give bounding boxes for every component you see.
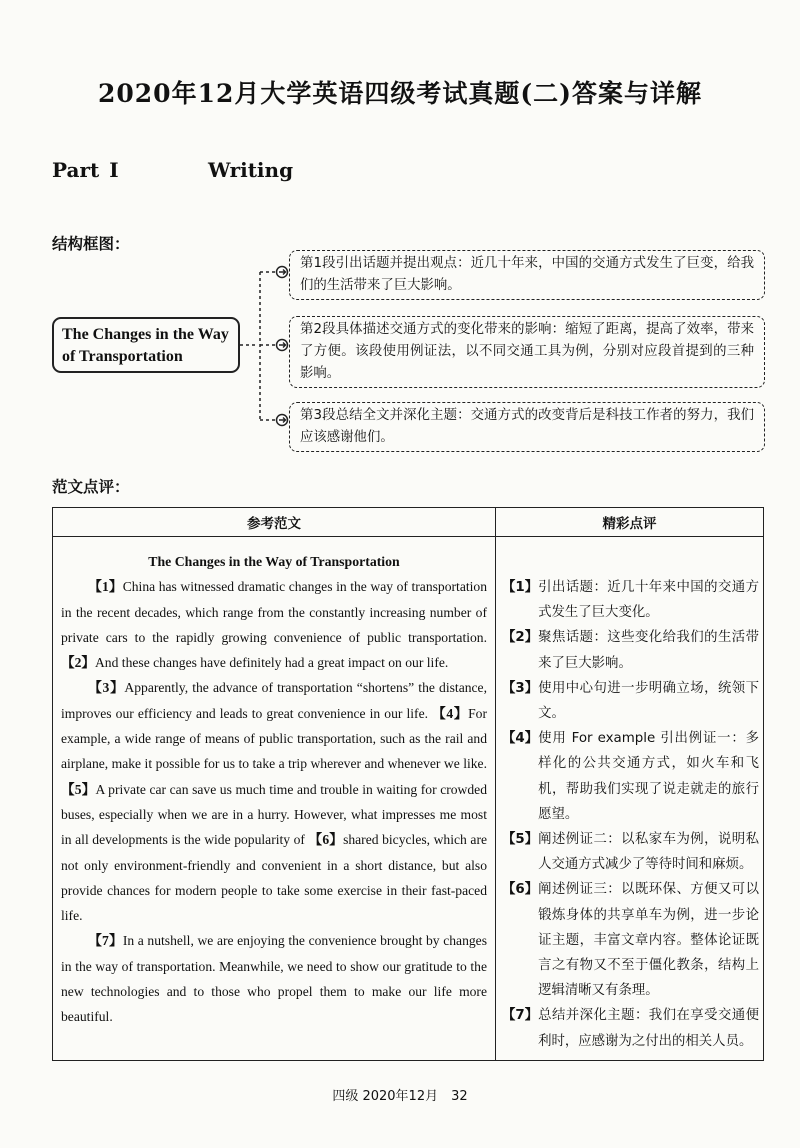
essay-paragraph-3: 【7】In a nutshell, we are enjoying the convenience brought by changes in the way of transportation. Meanwhile, we need to show our gratitude to the new technologies and to those who propel them to make our life more beautiful. xyxy=(61,933,488,1025)
comment-item: 【5】 阐述例证二：以私家车为例，说明私人交通方式减少了等待时间和麻烦。 xyxy=(502,832,759,873)
arrow-circle-icon xyxy=(277,340,288,351)
comments-cell xyxy=(496,537,764,1061)
part-number: Ⅰ xyxy=(109,158,119,182)
comment-item: 【4】 使用 For example 引出例证一：多样化的公共交通方式，如火车和飞机，帮助我们实现了说走就走的旅行愿望。 xyxy=(502,731,759,822)
comment-item: 【3】 使用中心句进一步明确立场，统领下文。 xyxy=(502,680,759,722)
part-heading xyxy=(52,158,294,182)
mindmap-connector xyxy=(240,250,290,430)
page-footer: 四级 2020年12月 32 xyxy=(332,1089,468,1104)
page-title: 2020年12月大学英语四级考试真题(二)答案与详解 xyxy=(97,79,703,108)
review-label: 范文点评： xyxy=(52,477,130,496)
comment-item: 【2】 聚焦话题：这些变化给我们的生活带来了巨大影响。 xyxy=(502,630,759,671)
comment-item: 【7】 总结并深化主题：我们在享受交通便利时，应感谢为之付出的相关人员。 xyxy=(502,1008,759,1049)
mindmap-branch-1: 第1段引出话题并提出观点：近几十年来，中国的交通方式发生了巨变，给我们的生活带来了巨大影响。 xyxy=(289,250,765,300)
comment-item: 【1】 引出话题：近几十年来中国的交通方式发生了巨大变化。 xyxy=(502,580,759,621)
mindmap-center-box: The Changes in the Way of Transportation xyxy=(52,317,240,373)
table-header-comments: 精彩点评 xyxy=(496,508,764,537)
essay-cell xyxy=(53,537,496,1061)
essay-title: The Changes in the Way of Transportation xyxy=(148,554,400,569)
arrow-circle-icon xyxy=(277,415,288,426)
mindmap-branch-3: 第3段总结全文并深化主题：交通方式的改变背后是科技工作者的努力，我们应该感谢他们。 xyxy=(289,402,765,452)
part-label: Part xyxy=(52,158,100,182)
arrow-circle-icon xyxy=(277,267,288,278)
mindmap-branch-2: 第2段具体描述交通方式的变化带来的影响：缩短了距离，提高了效率，带来了方便。该段使用例证法，以不同交通工具为例，分别对应段首提到的三种影响。 xyxy=(289,316,765,388)
comment-item: 【6】 阐述例证三：以既环保、方便又可以锻炼身体的共享单车为例，进一步论证主题，丰富文章内容。整体论证既言之有物又不至于僵化教条，结构上逻辑清晰又有条理。 xyxy=(502,882,759,999)
essay-paragraph-2: 【3】Apparently, the advance of transportation “shortens” the distance, improves our efficiency and leads to great convenience in our life. 【4】For example, a wide range of means of public transportation, such as the rail and airplane, make it possible for us to take a trip wherever and whenever we like. 【5】A private car can save us much time and trouble in waiting for crowded buses, especially when we are in a hurry. However, what impresses me most in all developments is the wide popularity of 【6】shared bicycles, which are not only environment-friendly and convenient in a short distance, but also provide chances for modern people to take some exercise in their fast-paced life. xyxy=(61,680,488,924)
essay-paragraph-1: 【1】China has witnessed dramatic changes in the way of transportation in the recent decades, which range from the constantly increasing number of private cars to the rapidly growing convenience of public transportation. 【2】And these changes have definitely had a great impact on our life. xyxy=(61,579,487,671)
table-header-essay: 参考范文 xyxy=(53,508,496,537)
essay-review-table xyxy=(52,507,764,1061)
part-name: Writing xyxy=(208,158,294,182)
structure-label: 结构框图： xyxy=(52,234,130,253)
